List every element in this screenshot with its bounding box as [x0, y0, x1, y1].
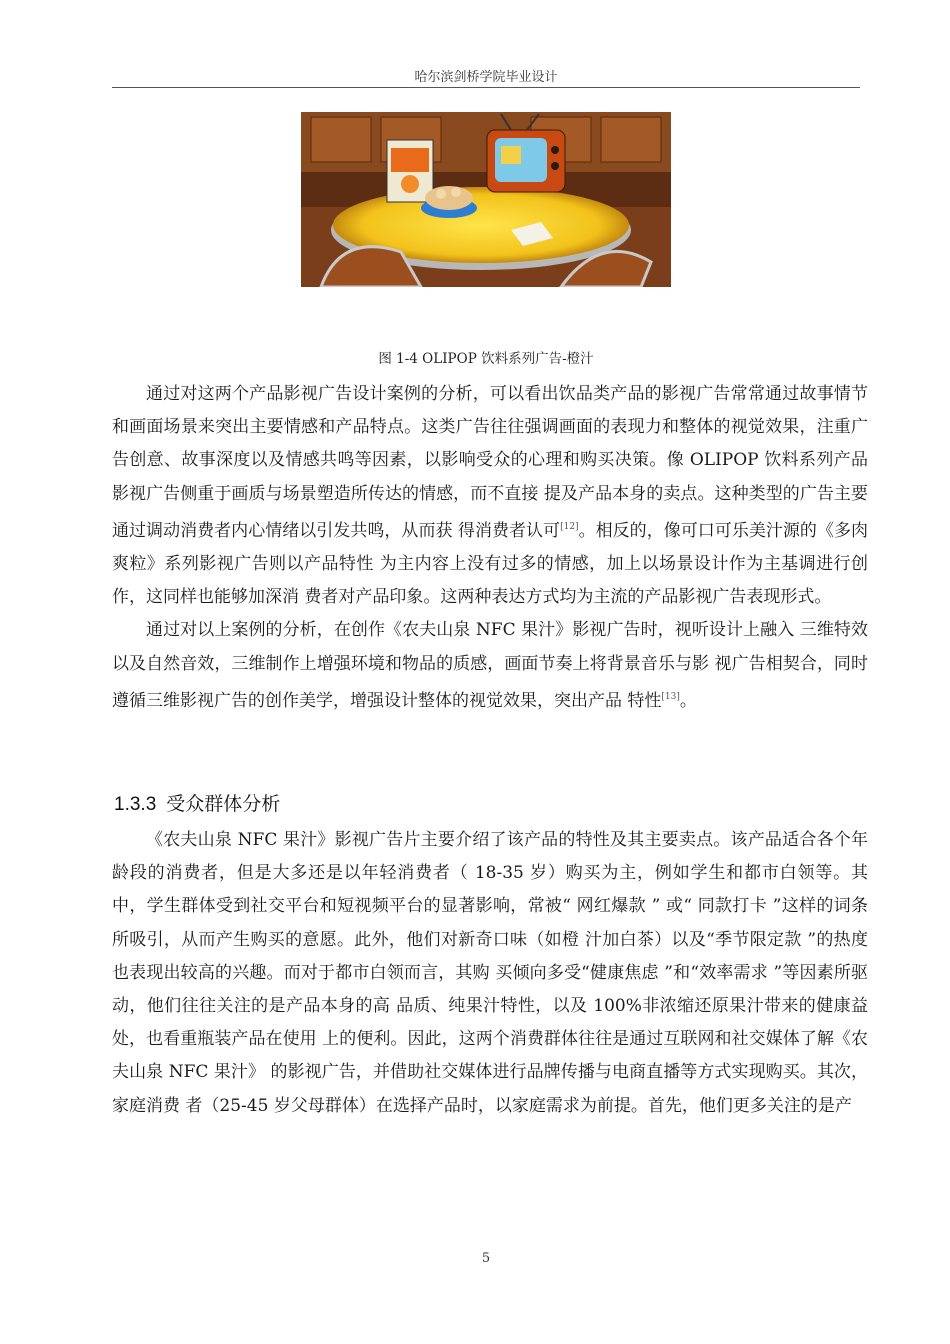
header-divider [112, 87, 860, 88]
paragraph-2: 通过对以上案例的分析，在创作《农夫山泉 NFC 果汁》影视广告时，视听设计上融入 三维特效以及自然音效，三维制作上增强环境和物品的质感，画面节奏上将背景音乐与影 视广告相契合，同时遵循三维影视广告的创作美学，增强设计整体的视觉效果，突出产品 特性[13]。 [112, 620, 868, 711]
section-number: 1.3.3 [114, 794, 157, 815]
body-text-block [112, 378, 868, 718]
paragraph-1: 通过对这两个产品影视广告设计案例的分析，可以看出饮品类产品的影视广告常常通过故事情节和画面场景来突出主要情感和产品特点。这类广告往往强调画面的表现力和整体的视觉效果，注重广告创意、故事深度以及情感共鸣等因素，以影响受众的心理和购买决策。像 OLIPOP 饮料系列产品影视广告侧重于画质与场景塑造所传达的情感，而不直接 提及产品本身的卖点。这种类型的广告主要通过调动消费者内心情绪以引发共鸣，从而获 得消费者认可[12]。相反的，像可口可乐美汁源的《多肉爽粒》系列影视广告则以产品特性 为主内容上没有过多的情感，加上以场景设计作为主基调进行创作，这同样也能够加深消 费者对产品印象。这两种表达方式均为主流的产品影视广告表现形式。 [112, 384, 869, 608]
section-body [112, 824, 868, 1123]
section-heading [114, 789, 280, 816]
figure-caption: 图 1-4 OLIPOP 饮料系列广告-橙汁 [378, 351, 594, 367]
citation-ref: [12] [560, 521, 579, 532]
citation-ref: [13] [661, 691, 680, 702]
figure-image [301, 112, 671, 287]
paragraph-3: 《农夫山泉 NFC 果汁》影视广告片主要介绍了该产品的特性及其主要卖点。该产品适合各个年龄段的消费者，但是大多还是以年轻消费者（ 18-35 岁）购买为主，例如学生和都市白领等。其中，学生群体受到社交平台和短视频平台的显著影响，常被“ 网红爆款 ” 或“ 同款打卡 ”这样的词条所吸引，从而产生购买的意愿。此外，他们对新奇口味（如橙 汁加白茶）以及“季节限定款 ”的热度也表现出较高的兴趣。而对于都市白领而言，其购 买倾向多受“健康焦虑 ”和“效率需求 ”等因素所驱动，他们往往关注的是产品本身的高 品质、纯果汁特性，以及 100%非浓缩还原果汁带来的健康益处，也看重瓶装产品在使用 上的便利。因此，这两个消费群体往往是通过互联网和社交媒体了解《农夫山泉 NFC 果汁》 的影视广告，并借助社交媒体进行品牌传播与电商直播等方式实现购买。其次，家庭消费 者（25-45 岁父母群体）在选择产品时，以家庭需求为前提。首先，他们更多关注的是产 [112, 830, 868, 1116]
page-number: 5 [481, 1251, 491, 1266]
section-title: 受众群体分析 [166, 793, 281, 815]
kitchen-table-tv-ad-image [301, 112, 671, 287]
page-header: 哈尔滨剑桥学院毕业设计 [414, 70, 558, 85]
